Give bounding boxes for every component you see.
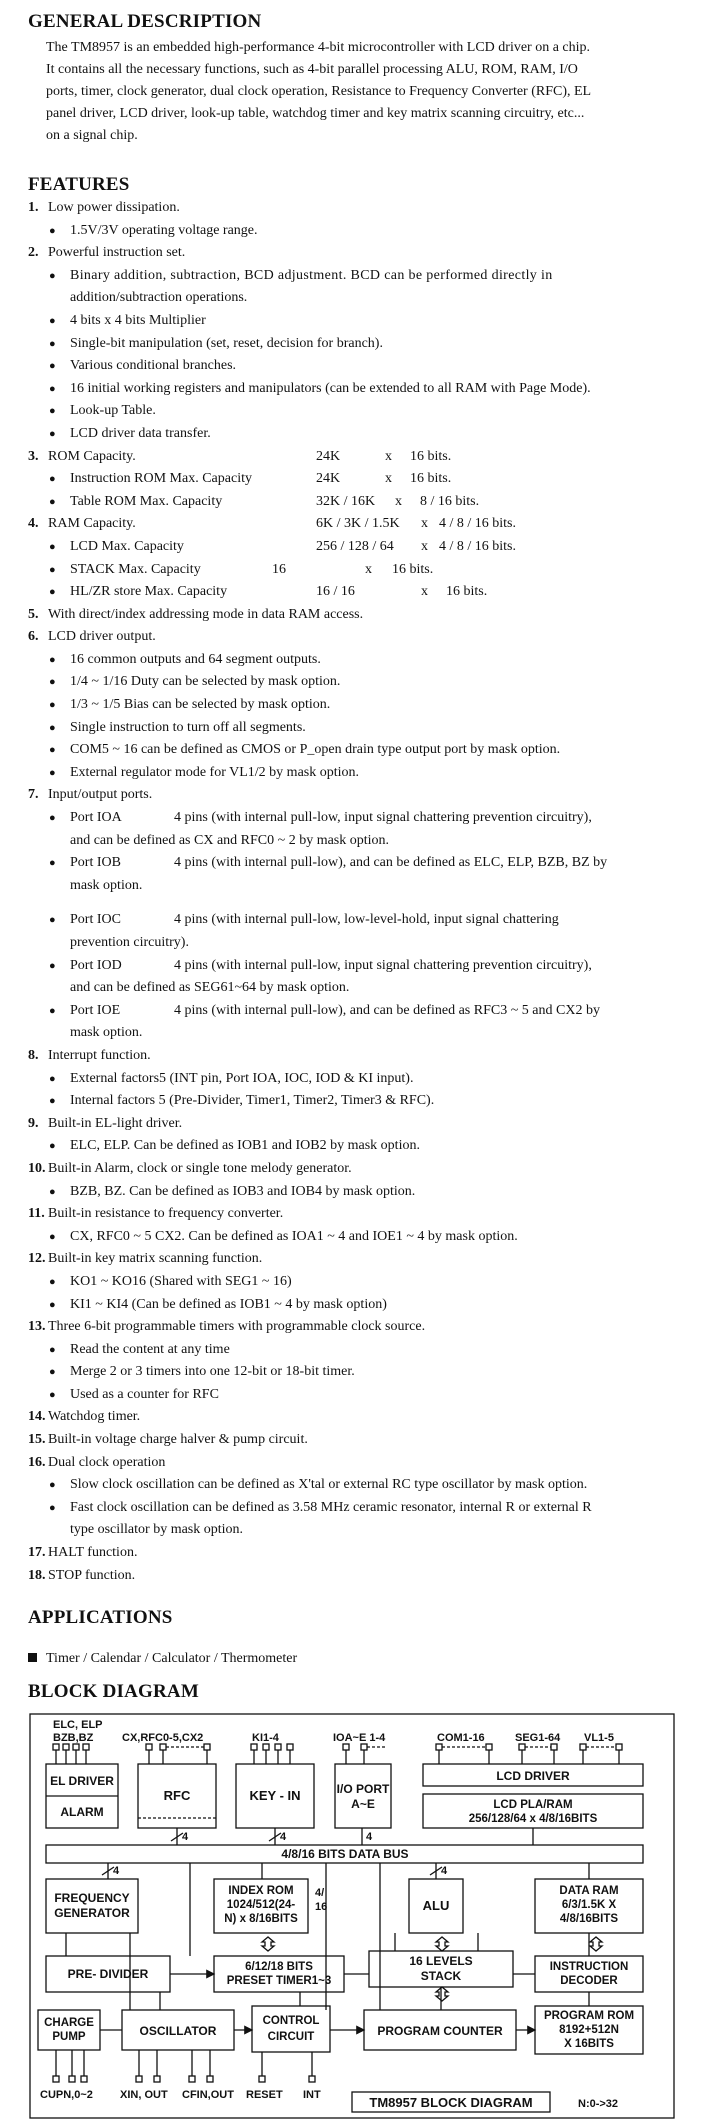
feature-sub-item: ● 16 initial working registers and manipulators (can be extended to all RAM with Page Mode). (28, 378, 678, 401)
bus-width-label: 4 (366, 1831, 373, 1843)
freq-gen-label: FREQUENCY (54, 1891, 130, 1905)
port-item: ● Port IOB 4 pins (with internal pull-low), and can be defined as ELC, ELP, BZB, BZ by (28, 852, 678, 875)
port-item: ● Port IOA 4 pins (with internal pull-low, input signal chattering prevention circuitry), (28, 807, 678, 830)
index-rom-label: INDEX ROM (228, 1885, 294, 1897)
pin-label-reset: RESET (246, 2089, 283, 2101)
control-block (252, 2006, 330, 2052)
decoder-label: INSTRUCTION (549, 1961, 629, 1973)
prom-width: X 16BITS (564, 2038, 614, 2050)
feature-sub-item: ● CX, RFC0 ~ 5 CX2. Can be defined as IOA1 ~ 4 and IOE1 ~ 4 by mask option. (28, 1226, 678, 1249)
data-ram-width: 4/8/16BITS (559, 1913, 619, 1925)
feature-sub-item: ● Table ROM Max. Capacity 32K / 16K x 8 / 16 bits. (28, 491, 678, 514)
feature-item: 5. With direct/index addressing mode in data RAM access. (28, 606, 364, 622)
feature-sub-item: ● KI1 ~ KI4 (Can be defined as IOB1 ~ 4 by mask option) (28, 1294, 678, 1317)
stack-label: 16 LEVELS (409, 1954, 473, 1968)
bus-width-label: 4 (441, 1865, 448, 1877)
io-port-range: A~E (351, 1797, 375, 1811)
pin-label-com: COM1-16 (437, 1732, 485, 1744)
data-ram-label: DATA RAM (559, 1885, 619, 1897)
feature-sub-item: ● Slow clock oscillation can be defined as X'tal or external RC type oscillator by mask option. (28, 1474, 678, 1497)
features-heading: FEATURES (28, 174, 130, 195)
freq-gen-label-2: GENERATOR (54, 1906, 130, 1920)
pin-label-cfin: CFIN,OUT (182, 2089, 234, 2101)
port-continuation: mask option. (70, 877, 143, 893)
key-in-label: KEY - IN (249, 1788, 301, 1803)
desc-line: panel driver, LCD driver, look-up table, watchdog timer and key matrix scanning circuitry, etc... (46, 106, 585, 121)
width-416-label-2: 16 (315, 1901, 328, 1913)
diagram-caption: TM8957 BLOCK DIAGRAM (369, 2095, 533, 2110)
decoder-label-2: DECODER (560, 1975, 618, 1987)
feature-sub-item: ● BZB, BZ. Can be defined as IOB3 and IOB4 by mask option. (28, 1181, 678, 1204)
oscillator-label: OSCILLATOR (139, 2024, 217, 2038)
feature-sub-item: ● Binary addition, subtraction, BCD adjustment. BCD can be performed directly in (28, 265, 678, 288)
feature-item: 1. Low power dissipation. (28, 200, 180, 215)
port-continuation: prevention circuitry). (70, 935, 189, 950)
feature-sub-item: ● Single instruction to turn off all segments. (28, 717, 678, 740)
pin-stubs (56, 1750, 619, 1764)
pc-label: PROGRAM COUNTER (377, 2024, 503, 2038)
rfc-label: RFC (163, 1788, 191, 1803)
general-description-heading: GENERAL DESCRIPTION (28, 11, 262, 32)
pin-label-int: INT (303, 2089, 321, 2101)
port-item: ● Port IOD 4 pins (with internal pull-low, input signal chattering prevention circuitry), (28, 955, 678, 978)
feature-sub-item: ● KO1 ~ KO16 (Shared with SEG1 ~ 16) (28, 1271, 678, 1294)
feature-item: 10. Built-in Alarm, clock or single tone melody generator. (28, 1160, 352, 1176)
pin-label-bzb-bz: BZB,BZ (53, 1732, 94, 1744)
feature-item: 16. Dual clock operation (28, 1454, 166, 1470)
data-ram-size: 6/3/1.5K X (561, 1899, 617, 1911)
feature-item: 8. Interrupt function. (28, 1047, 151, 1063)
feature-sub-continuation: type oscillator by mask option. (70, 1522, 244, 1538)
feature-sub-item: ● Internal factors 5 (Pre-Divider, Timer1, Timer2, Timer3 & RFC). (28, 1090, 678, 1113)
pin-label-cx-rfc: CX,RFC0-5,CX2 (122, 1732, 204, 1744)
feature-sub-item: ● 1.5V/3V operating voltage range. (28, 220, 678, 243)
prom-size: 8192+512N (559, 2024, 619, 2036)
desc-line: on a signal chip. (46, 128, 138, 143)
charge-pump-label-2: PUMP (52, 2031, 86, 2043)
feature-item: 15. Built-in voltage charge halver & pump circuit. (28, 1432, 308, 1448)
applications-heading: APPLICATIONS (28, 1607, 173, 1628)
pin-label-xin: XIN, OUT (120, 2089, 168, 2101)
feature-item: 11. Built-in resistance to frequency converter. (28, 1206, 284, 1222)
pin-label-ioa: IOA~E 1-4 (333, 1732, 386, 1744)
feature-sub-item: ● HL/ZR store Max. Capacity 16 / 16 x 16 bits. (28, 581, 678, 604)
alarm-label: ALARM (60, 1805, 104, 1819)
feature-sub-item: ● ELC, ELP. Can be defined as IOB1 and IOB2 by mask option. (28, 1135, 678, 1158)
control-label-2: CIRCUIT (267, 2031, 315, 2043)
feature-sub-item: ● External factors5 (INT pin, Port IOA, IOC, IOD & KI input). (28, 1068, 678, 1091)
lcd-pla-label: LCD PLA/RAM (493, 1799, 573, 1811)
block-diagram-heading: BLOCK DIAGRAM (28, 1681, 199, 1702)
timer-label-2: PRESET TIMER1~3 (226, 1975, 332, 1987)
desc-line: ports, timer, clock generator, dual clock operation, Resistance to Frequency Converter (RFC), EL (46, 84, 592, 99)
bus-width-label: 4 (280, 1831, 287, 1843)
index-rom-size-2: N) x 8/16BITS (224, 1913, 298, 1925)
prom-label: PROGRAM ROM (543, 2010, 635, 2022)
feature-item: 4. RAM Capacity. 6K / 3K / 1.5K x 4 / 8 / 16 bits. (28, 516, 517, 532)
feature-sub-item: ● COM5 ~ 16 can be defined as CMOS or P_open drain type output port by mask option. (28, 739, 678, 762)
feature-item: 14. Watchdog timer. (28, 1409, 141, 1425)
n-range-label: N:0->32 (578, 2098, 619, 2110)
stack-label-2: STACK (420, 1969, 462, 1983)
desc-line: The TM8957 is an embedded high-performance 4-bit microcontroller with LCD driver on a chip. (46, 40, 591, 55)
feature-sub-item: ● External regulator mode for VL1/2 by mask option. (28, 762, 678, 785)
port-item: ● Port IOC 4 pins (with internal pull-low, low-level-hold, input signal chattering (28, 909, 678, 932)
feature-item: 17. HALT function. (28, 1545, 138, 1561)
feature-item: 3. ROM Capacity. 24K x 16 bits. (28, 448, 452, 464)
feature-sub-item: ● Instruction ROM Max. Capacity 24K x 16 bits. (28, 468, 678, 491)
data-bus-label: 4/8/16 BITS DATA BUS (281, 1847, 409, 1861)
port-continuation: mask option. (70, 1025, 143, 1041)
feature-sub-item: ● Look-up Table. (28, 400, 678, 423)
feature-sub-item: ● LCD Max. Capacity 256 / 128 / 64 x 4 / 8 / 16 bits. (28, 536, 678, 559)
charge-pump-label: CHARGE (44, 2017, 94, 2029)
feature-item: 2. Powerful instruction set. (28, 245, 186, 261)
el-driver-label: EL DRIVER (50, 1774, 114, 1788)
feature-item: 9. Built-in EL-light driver. (28, 1115, 183, 1131)
feature-sub-item: ● Single-bit manipulation (set, reset, decision for branch). (28, 333, 678, 356)
lcd-driver-label: LCD DRIVER (496, 1769, 570, 1783)
charge-pump-block (38, 2010, 100, 2050)
feature-sub-item: ● LCD driver data transfer. (28, 423, 678, 446)
index-rom-size: 1024/512(24- (226, 1899, 296, 1911)
bus-width-label: 4 (182, 1831, 189, 1843)
port-item: ● Port IOE 4 pins (with internal pull-low), and can be defined as RFC3 ~ 5 and CX2 by (28, 1000, 678, 1023)
pin-label-vl: VL1-5 (584, 1732, 614, 1744)
feature-sub-item: ● 1/4 ~ 1/16 Duty can be selected by mask option. (28, 671, 678, 694)
lcd-pla-size: 256/128/64 x 4/8/16BITS (468, 1813, 598, 1825)
feature-sub-item: ● Used as a counter for RFC (28, 1384, 678, 1407)
application-item: Timer / Calendar / Calculator / Thermometer (28, 1651, 297, 1667)
feature-sub-item: ● STACK Max. Capacity 16 x 16 bits. (28, 559, 678, 582)
feature-sub-item: ● 4 bits x 4 bits Multiplier (28, 310, 678, 333)
port-continuation: and can be defined as CX and RFC0 ~ 2 by mask option. (70, 832, 390, 848)
pin-label-cupn: CUPN,0~2 (40, 2089, 93, 2101)
feature-item: 6. LCD driver output. (28, 629, 156, 645)
pin-label-seg: SEG1-64 (515, 1732, 561, 1744)
feature-sub-item: ● Fast clock oscillation can be defined as 3.58 MHz ceramic resonator, internal R or external R (28, 1497, 678, 1520)
pin-label-elc-elp: ELC, ELP (53, 1719, 103, 1731)
alu-label: ALU (422, 1898, 450, 1913)
feature-sub-item: ● 1/3 ~ 1/5 Bias can be selected by mask option. (28, 694, 678, 717)
bus-width-label: 4 (113, 1865, 120, 1877)
port-continuation: and can be defined as SEG61~64 by mask option. (70, 980, 350, 996)
pin-label-ki: KI1-4 (252, 1732, 279, 1744)
pre-divider-label: PRE- DIVIDER (67, 1967, 149, 1981)
feature-sub-continuation: addition/subtraction operations. (70, 290, 248, 306)
feature-item: 7. Input/output ports. (28, 787, 153, 803)
desc-line: It contains all the necessary functions, such as 4-bit parallel processing ALU, ROM, RAM, I/O (46, 62, 578, 77)
feature-sub-item: ● 16 common outputs and 64 segment outputs. (28, 649, 678, 672)
io-port-label: I/O PORT (336, 1782, 390, 1796)
control-label: CONTROL (262, 2015, 320, 2027)
io-port-block (335, 1764, 391, 1828)
feature-sub-item: ● Read the content at any time (28, 1339, 678, 1362)
feature-item: 18. STOP function. (28, 1567, 136, 1583)
width-416-label: 4/ (315, 1887, 325, 1899)
timer-label: 6/12/18 BITS (245, 1961, 313, 1973)
feature-sub-item: ● Merge 2 or 3 timers into one 12-bit or 18-bit timer. (28, 1361, 678, 1384)
feature-sub-item: ● Various conditional branches. (28, 355, 678, 378)
feature-item: 13. Three 6-bit programmable timers with programmable clock source. (28, 1319, 426, 1335)
feature-item: 12. Built-in key matrix scanning function. (28, 1251, 263, 1267)
